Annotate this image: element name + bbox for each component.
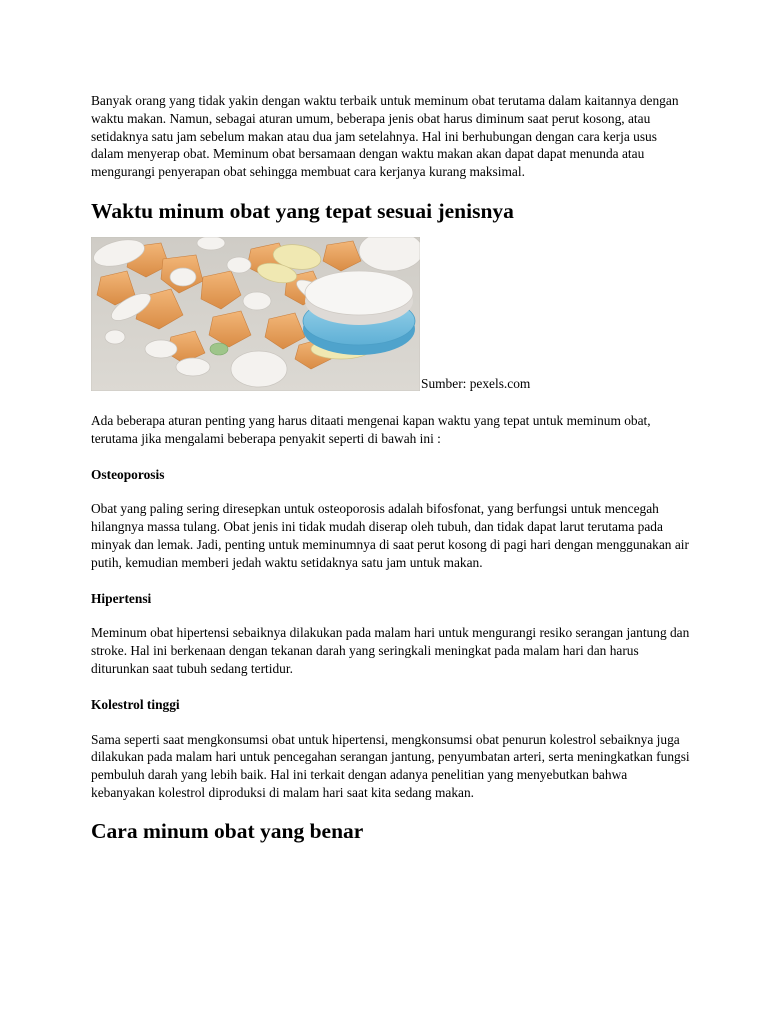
section-body-kolestrol: Sama seperti saat mengkonsumsi obat untuk hipertensi, mengkonsumsi obat penurun kolestrol sebaiknya juga dilakukan pada malam hari untuk pencegahan serangan jantung, penyumbatan arteri, serta meningkatkan fungsi pembuluh darah yang lebih baik. Hal ini terkait dengan adanya penelitian yang menyebutkan bahwa kebanyakan kolestrol diproduksi di malam hari saat kita sedang makan.	[91, 731, 690, 800]
section-heading-kolestrol: Kolestrol tinggi	[91, 696, 180, 712]
heading-waktu-minum-obat: Waktu minum obat yang tepat sesuai jenisnya	[91, 198, 514, 223]
section-heading-hipertensi: Hipertensi	[91, 590, 152, 606]
section-body-hipertensi: Meminum obat hipertensi sebaiknya dilakukan pada malam hari untuk mengurangi resiko serangan jantung dan stroke. Hal ini berkenaan dengan tekanan darah yang seringkali meningkat pada malam hari dan harus diturunkan saat tubuh sedang tertidur.	[91, 625, 690, 676]
document-page	[91, 92, 691, 844]
section-body-osteoporosis: Obat yang paling sering diresepkan untuk osteoporosis adalah bifosfonat, yang berfungsi untuk mencegah hilangnya massa tulang. Obat jenis ini tidak mudah diserap oleh tubuh, dan tidak dapat larut terutama pada minyak dan lemak. Jadi, penting untuk meminumnya di saat perut kosong di pagi hari dengan menggunakan air putih, kemudian memberi jedah waktu setidaknya satu jam untuk makan.	[91, 501, 689, 570]
intro-paragraph: Banyak orang yang tidak yakin dengan waktu terbaik untuk meminum obat terutama dalam kaitannya dengan waktu makan. Namun, sebagai aturan umum, beberapa jenis obat harus diminum saat perut kosong, atau setidaknya satu jam sebelum makan atau dua jam setelahnya. Hal ini berhubungan dengan cara kerja usus dalam menyerap obat. Meminum obat bersamaan dengan waktu makan akan dapat dapat menunda atau mengurangi penyerapan obat sehingga membuat cara kerjanya kurang maksimal.	[91, 93, 679, 180]
figure-row	[91, 237, 691, 391]
pills-photo	[91, 237, 420, 391]
heading-cara-minum-obat: Cara minum obat yang benar	[91, 818, 364, 843]
aturan-paragraph: Ada beberapa aturan penting yang harus ditaati mengenai kapan waktu yang tepat untuk meminum obat, terutama jika mengalami beberapa penyakit seperti di bawah ini :	[91, 412, 651, 446]
image-caption: Sumber: pexels.com	[421, 375, 531, 391]
section-heading-osteoporosis: Osteoporosis	[91, 466, 165, 482]
